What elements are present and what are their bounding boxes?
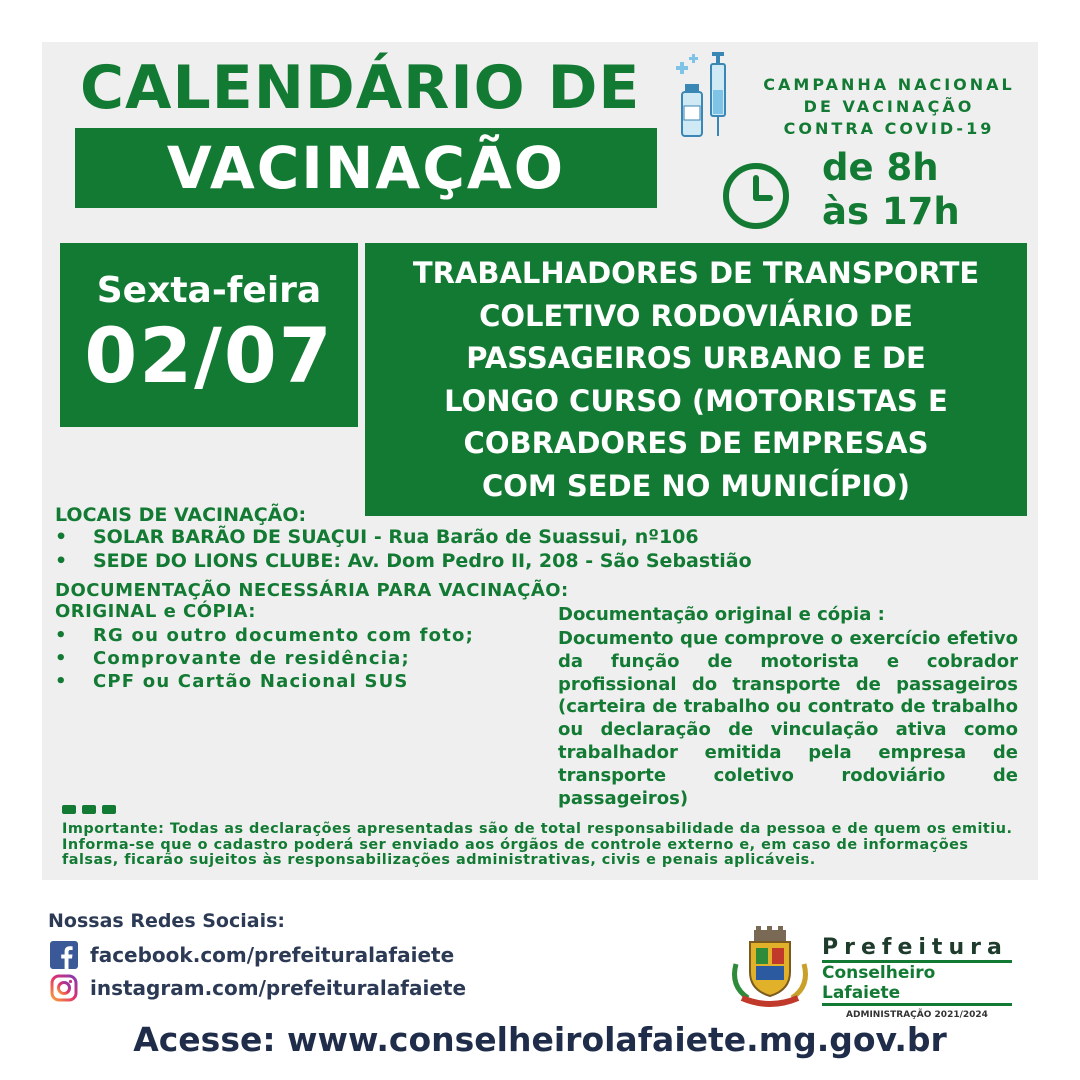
prefeitura-logo-text — [822, 936, 1012, 1020]
weekday: Sexta-feira — [96, 270, 322, 311]
title-line-2: VACINAÇÃO — [166, 134, 566, 202]
bullet-icon: • — [55, 671, 68, 692]
hours-start: de 8h — [822, 146, 939, 189]
campaign-text: CAMPANHA NACIONAL DE VACINAÇÃO CONTRA COVID-19 — [763, 75, 1015, 138]
document-item — [55, 647, 474, 670]
vaccine-icon — [672, 50, 734, 140]
prefeitura-city: Conselheiro Lafaiete — [822, 960, 1012, 1006]
document-text: CPF ou Cartão Nacional SUS — [93, 671, 409, 692]
location-text: SEDE DO LIONS CLUBE: Av. Dom Pedro II, 208 - São Sebastião — [93, 550, 752, 572]
facebook-icon — [50, 941, 78, 969]
hours-end: às 17h — [822, 190, 960, 233]
locations-list — [55, 525, 752, 573]
important-notice: Importante: Todas as declarações apresentadas são de total responsabilidade da pessoa e de quem os emitiu. Informa-se que o cadastro poderá ser enviado aos órgãos de controle externo e, em caso de informações falsas, ficarão sujeitos às responsabilizações administrativas, civis e penais aplicáveis. — [62, 821, 1013, 868]
bullet-icon: • — [55, 648, 68, 669]
date-box — [60, 243, 358, 427]
locations-title: LOCAIS DE VACINAÇÃO: — [55, 504, 307, 526]
extra-documents-title: Documentação original e cópia : — [558, 604, 885, 625]
documents-title: DOCUMENTAÇÃO NECESSÁRIA PARA VACINAÇÃO: — [55, 580, 569, 601]
location-item — [55, 525, 752, 549]
document-text: RG ou outro documento com foto; — [93, 625, 475, 646]
documents-list — [55, 624, 474, 693]
target-group-box — [365, 243, 1027, 516]
clock-icon — [720, 160, 792, 232]
bullet-icon: • — [55, 550, 68, 572]
title-line-1: CALENDÁRIO DE — [80, 53, 641, 123]
prefeitura-admin: ADMINISTRAÇÃO 2021/2024 — [846, 1010, 988, 1020]
facebook-link[interactable] — [50, 941, 454, 969]
hours-text — [822, 146, 1022, 234]
instagram-link[interactable] — [50, 974, 466, 1002]
ellipsis-icon — [62, 805, 116, 815]
target-group-text: TRABALHADORES DE TRANSPORTE COLETIVO RODOVIÁRIO DE PASSAGEIROS URBANO E DE LONGO CURSO (MOTORISTAS E COBRADORES DE EMPRESAS COM SEDE NO MUNICÍPIO) — [412, 256, 980, 503]
facebook-url: facebook.com/prefeituralafaiete — [90, 943, 455, 967]
date: 02/07 — [84, 311, 334, 400]
document-item — [55, 624, 474, 647]
document-item — [55, 670, 474, 693]
website-link[interactable]: Acesse: www.conselheirolafaiete.mg.gov.br — [133, 1020, 947, 1059]
prefeitura-name: Prefeitura — [822, 935, 1008, 960]
title-banner — [75, 128, 657, 208]
instagram-icon — [50, 974, 78, 1002]
document-text: Comprovante de residência; — [93, 648, 410, 669]
instagram-url: instagram.com/prefeituralafaiete — [90, 976, 467, 1000]
bullet-icon: • — [55, 625, 68, 646]
original-copy-title: ORIGINAL e CÓPIA: — [55, 601, 256, 622]
social-title: Nossas Redes Sociais: — [48, 910, 285, 932]
location-text: SOLAR BARÃO DE SUAÇUI - Rua Barão de Suassui, nº106 — [93, 526, 699, 548]
extra-documents-text: Documento que comprove o exercício efetivo da função de motorista e cobrador profissional do transporte de passageiros (carteira de trabalho ou contrato de trabalho ou declaração de vinculação ativa como trabalhador emitida pela empresa de transporte coletivo rodoviário de passageiros) — [558, 628, 1018, 809]
location-item — [55, 549, 752, 573]
city-crest-logo — [726, 924, 814, 1008]
bullet-icon: • — [55, 526, 68, 548]
